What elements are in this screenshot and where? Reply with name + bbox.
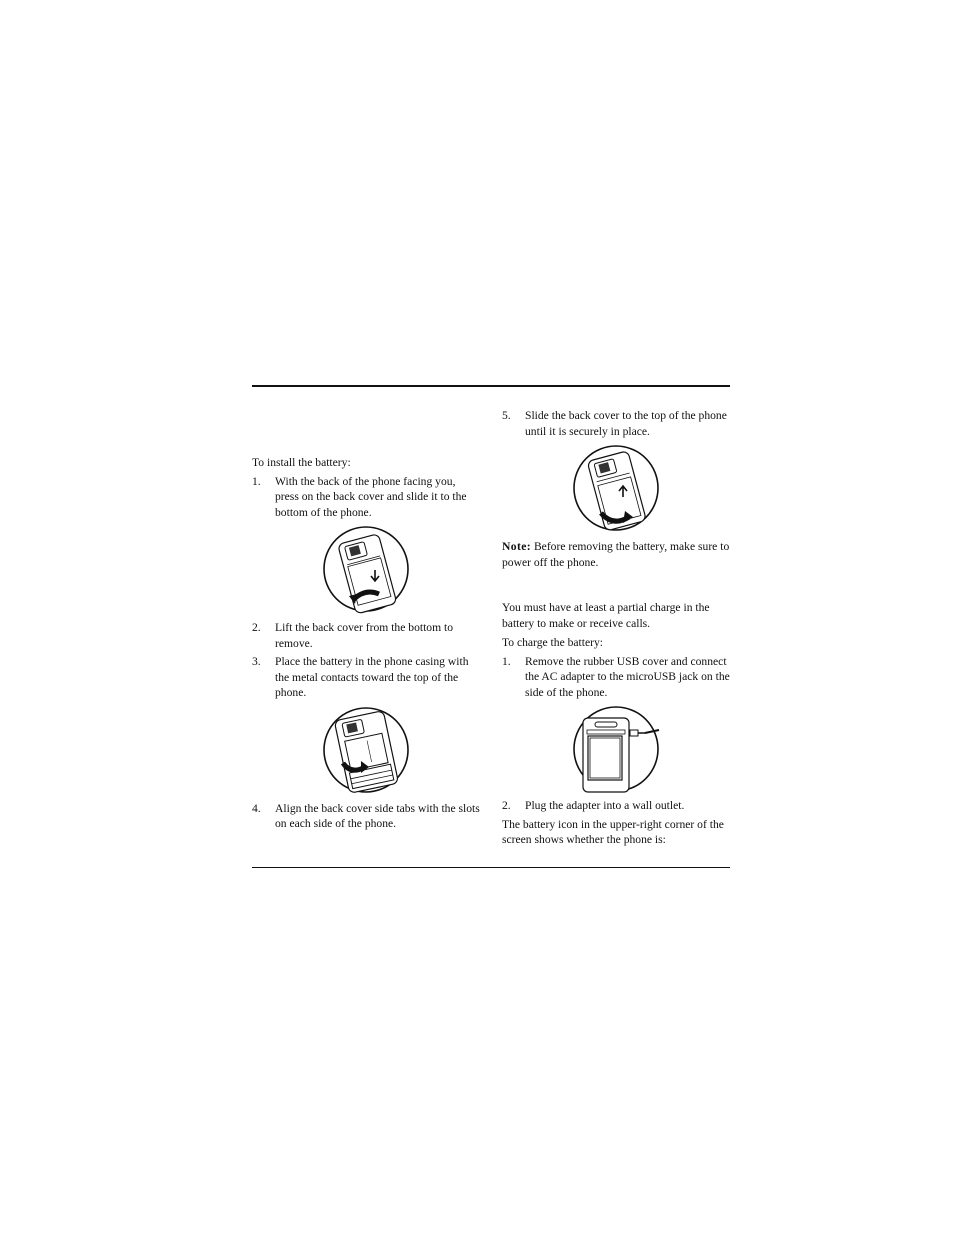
- step-text: Align the back cover side tabs with the slots on each side of the phone.: [275, 801, 480, 830]
- step-number: 1.: [252, 474, 261, 488]
- bottom-rule: [252, 867, 730, 868]
- charger-connection-illustration: [571, 704, 661, 794]
- step-text: Slide the back cover to the top of the phone until it is securely in place.: [525, 409, 727, 438]
- step-3: [252, 654, 480, 701]
- charge-lead: To charge the battery:: [502, 636, 604, 649]
- insert-battery-illustration: [321, 705, 411, 795]
- step-text: Lift the back cover from the bottom to remove.: [275, 621, 454, 650]
- left-column: [252, 455, 480, 835]
- step-4: [252, 801, 480, 832]
- right-column: [502, 408, 730, 851]
- step-number: 2.: [252, 621, 261, 634]
- charge-step-2: [502, 798, 730, 814]
- step-text: Plug the adapter into a wall outlet.: [525, 799, 685, 812]
- step-5: [502, 408, 730, 439]
- closing-text: The battery icon in the upper-right corner of the screen shows whether the phone is:: [502, 817, 724, 846]
- step-number: 1.: [502, 654, 511, 668]
- step-number: 3.: [252, 655, 261, 668]
- charge-intro: You must have at least a partial charge in the battery to make or receive calls.: [502, 601, 710, 630]
- charge-step-1: [502, 654, 730, 701]
- step-number: 5.: [502, 409, 511, 422]
- step-text: Place the battery in the phone casing with the metal contacts toward the top of the phone.: [275, 655, 469, 699]
- slide-cover-up-illustration: [571, 443, 661, 533]
- note-text: Before removing the battery, make sure to power off the phone.: [502, 540, 730, 569]
- step-number: 2.: [502, 799, 511, 812]
- note: [502, 539, 730, 570]
- step-number: 4.: [252, 801, 261, 815]
- note-label: Note:: [502, 540, 532, 553]
- step-2: [252, 620, 480, 651]
- step-text: Remove the rubber USB cover and connect the AC adapter to the microUSB jack on the side of the phone.: [525, 654, 730, 699]
- step-1: [252, 474, 480, 521]
- remove-cover-illustration: [321, 524, 411, 614]
- top-rule: [252, 385, 730, 387]
- install-intro: To install the battery:: [252, 456, 351, 469]
- step-text: With the back of the phone facing you, press on the back cover and slide it to the bottom of the phone.: [275, 474, 467, 519]
